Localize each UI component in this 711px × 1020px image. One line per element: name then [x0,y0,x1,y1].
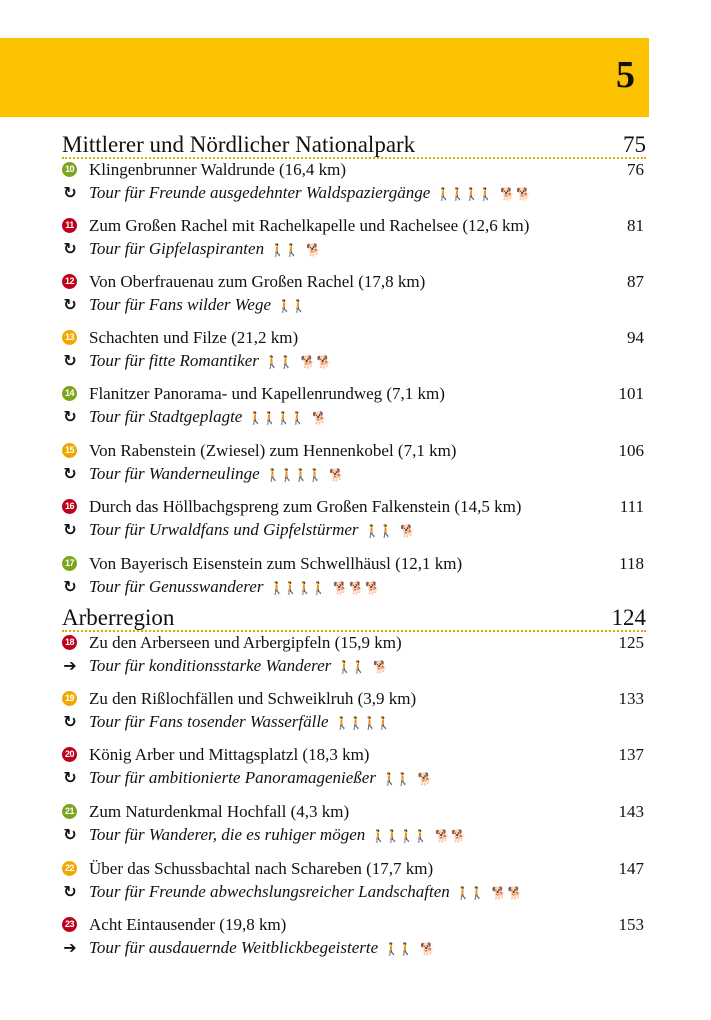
entry-page: 101 [618,384,644,403]
section-page: 124 [611,605,646,630]
dog-icon: 🐕 [312,411,329,425]
entry-page: 118 [619,554,644,573]
entry-page: 106 [618,441,644,460]
toc-entry[interactable] [62,442,646,490]
hiker-icon: 🚶🚶 [277,299,305,313]
entry-title: König Arber und Mittagsplatzl (18,3 km) [89,745,370,764]
tour-number-badge: 18 [62,635,77,650]
hiker-icon: 🚶🚶🚶🚶 [334,716,391,730]
dog-icon: 🐕 [417,772,434,786]
hiker-icon: 🚶🚶🚶🚶 [371,829,428,843]
tour-description: Tour für konditionsstarke Wanderer [89,656,332,675]
entry-title: Über das Schussbachtal nach Schareben (17,7 km) [89,859,434,878]
arrow-icon: ➔ [63,656,77,675]
tour-number-badge: 20 [62,747,77,762]
arrow-icon: ➔ [63,938,77,957]
tour-number-badge: 12 [62,274,77,289]
loop-icon: ↻ [63,520,77,539]
section-heading[interactable] [62,604,646,632]
toc-entry[interactable] [62,273,646,321]
entry-title: Klingenbrunner Waldrunde (16,4 km) [89,160,347,179]
tour-description: Tour für Stadtgeplagte [89,407,243,426]
dog-icon: 🐕 [420,942,436,956]
loop-icon: ↻ [63,577,77,596]
entry-title: Schachten und Filze (21,2 km) [89,328,299,347]
toc-entry[interactable] [62,385,646,433]
loop-icon: ↻ [63,464,77,483]
loop-icon: ↻ [63,407,77,426]
entry-title: Acht Eintausender (19,8 km) [89,915,287,934]
section-page: 75 [623,132,646,157]
tour-description: Tour für ambitionierte Panoramageniеßer [89,768,376,787]
dog-icon: 🐕 [329,468,346,482]
tour-number-badge: 22 [62,861,77,876]
dog-icon: 🐕🐕 [500,187,532,201]
tour-description: Tour für fitte Romantiker [89,351,259,370]
toc-entry[interactable] [62,555,646,603]
entry-page: 94 [627,328,644,347]
tour-description: Tour für Freunde ausgedehnter Waldspaziergänge [89,183,431,202]
loop-icon: ↻ [63,183,77,202]
entry-title: Zu den Arberseen und Arbergipfeln (15,9 km) [89,633,402,652]
section-title: Arberregion [62,605,175,630]
tour-number-badge: 16 [62,499,77,514]
tour-description: Tour für Wanderer, die es ruhiger mögen [89,825,366,844]
entry-page: 137 [618,745,644,764]
entry-title: Zum Großen Rachel mit Rachelkapelle und Rachelsee (12,6 km) [89,216,530,235]
entry-page: 111 [619,497,644,516]
tour-description: Tour für Genusswanderer [89,577,264,596]
loop-icon: ↻ [63,239,77,258]
entry-page: 125 [618,633,644,652]
entry-page: 133 [618,689,644,708]
entry-title: Zu den Rißlochfällen und Schweiklruh (3,9 km) [89,689,417,708]
tour-number-badge: 10 [62,162,77,177]
hiker-icon: 🚶🚶 [455,886,484,900]
section-title: Mittlerer und Nördlicher Nationalpark [62,132,416,157]
toc-entry[interactable] [62,803,646,851]
toc-entry[interactable] [62,161,646,209]
tour-number-badge: 19 [62,691,77,706]
toc-entry[interactable] [62,498,646,546]
tour-description: Tour für Gipfelaspiranten [89,239,265,258]
hiker-icon: 🚶🚶🚶🚶 [248,411,305,425]
tour-description: Tour für Fans tosender Wasserfälle [89,712,329,731]
hiker-icon: 🚶🚶 [264,355,293,369]
entry-title: Von Bayerisch Eisenstein zum Schwellhäusl (12,1 km) [89,554,463,573]
hiker-icon: 🚶🚶🚶🚶 [265,468,322,482]
tour-number-badge: 21 [62,804,77,819]
toc-entry[interactable] [62,329,646,377]
page-number: 5 [616,54,635,96]
dog-icon: 🐕 [400,524,417,538]
loop-icon: ↻ [63,768,77,787]
toc-entry[interactable] [62,217,646,265]
entry-page: 76 [627,160,644,179]
entry-page: 81 [627,216,644,235]
dog-icon: 🐕🐕 [300,355,333,369]
dog-icon: 🐕 [373,660,390,674]
dog-icon: 🐕🐕 [491,886,524,900]
entry-page: 153 [618,915,644,934]
entry-page: 147 [618,859,644,878]
tour-description: Tour für Fans wilder Wege [89,295,271,314]
tour-description: Tour für Freunde abwechslungsreicher Landschaften [89,882,450,901]
entry-title: Zum Naturdenkmal Hochfall (4,3 km) [89,802,350,821]
entry-page: 143 [618,802,644,821]
loop-icon: ↻ [63,712,77,731]
hiker-icon: 🚶🚶 [384,942,413,956]
hiker-icon: 🚶🚶🚶🚶 [436,187,493,201]
tour-number-badge: 13 [62,330,77,345]
hiker-icon: 🚶🚶🚶🚶 [269,581,326,595]
tour-description: Tour für Wanderneulinge [89,464,260,483]
section-heading[interactable] [62,131,646,159]
loop-icon: ↻ [63,825,77,844]
tour-number-badge: 11 [62,218,77,233]
tour-description: Tour für ausdauernde Weitblickbegeisterte [89,938,379,957]
chapter-header-band [0,38,649,117]
entry-title: Von Rabenstein (Zwiesel) zum Hennenkobel (7,1 km) [89,441,457,460]
hiker-icon: 🚶🚶 [337,660,366,674]
tour-description: Tour für Urwaldfans und Gipfelstürmer [89,520,359,539]
hiker-icon: 🚶🚶 [270,243,298,257]
toc-entry[interactable] [62,634,646,682]
dog-icon: 🐕🐕🐕 [333,581,382,595]
loop-icon: ↻ [63,351,77,370]
hiker-icon: 🚶🚶 [364,524,393,538]
toc-entry[interactable] [62,690,646,738]
dog-icon: 🐕 [305,243,322,257]
tour-number-badge: 17 [62,556,77,571]
entry-title: Von Oberfrauenau zum Großen Rachel (17,8 km) [89,272,426,291]
entry-title: Flanitzer Panorama- und Kapellenrundweg (7,1 km) [89,384,445,403]
loop-icon: ↻ [63,295,77,314]
entry-title: Durch das Höllbachgspreng zum Großen Falkenstein (14,5 km) [89,497,522,516]
toc-entry[interactable] [62,916,646,964]
toc-entry[interactable] [62,860,646,908]
entry-page: 87 [627,272,644,291]
toc-entry[interactable] [62,746,646,794]
dog-icon: 🐕🐕 [435,829,467,843]
tour-number-badge: 14 [62,386,77,401]
tour-number-badge: 15 [62,443,77,458]
tour-number-badge: 23 [62,917,77,932]
hiker-icon: 🚶🚶 [381,772,410,786]
loop-icon: ↻ [63,882,77,901]
